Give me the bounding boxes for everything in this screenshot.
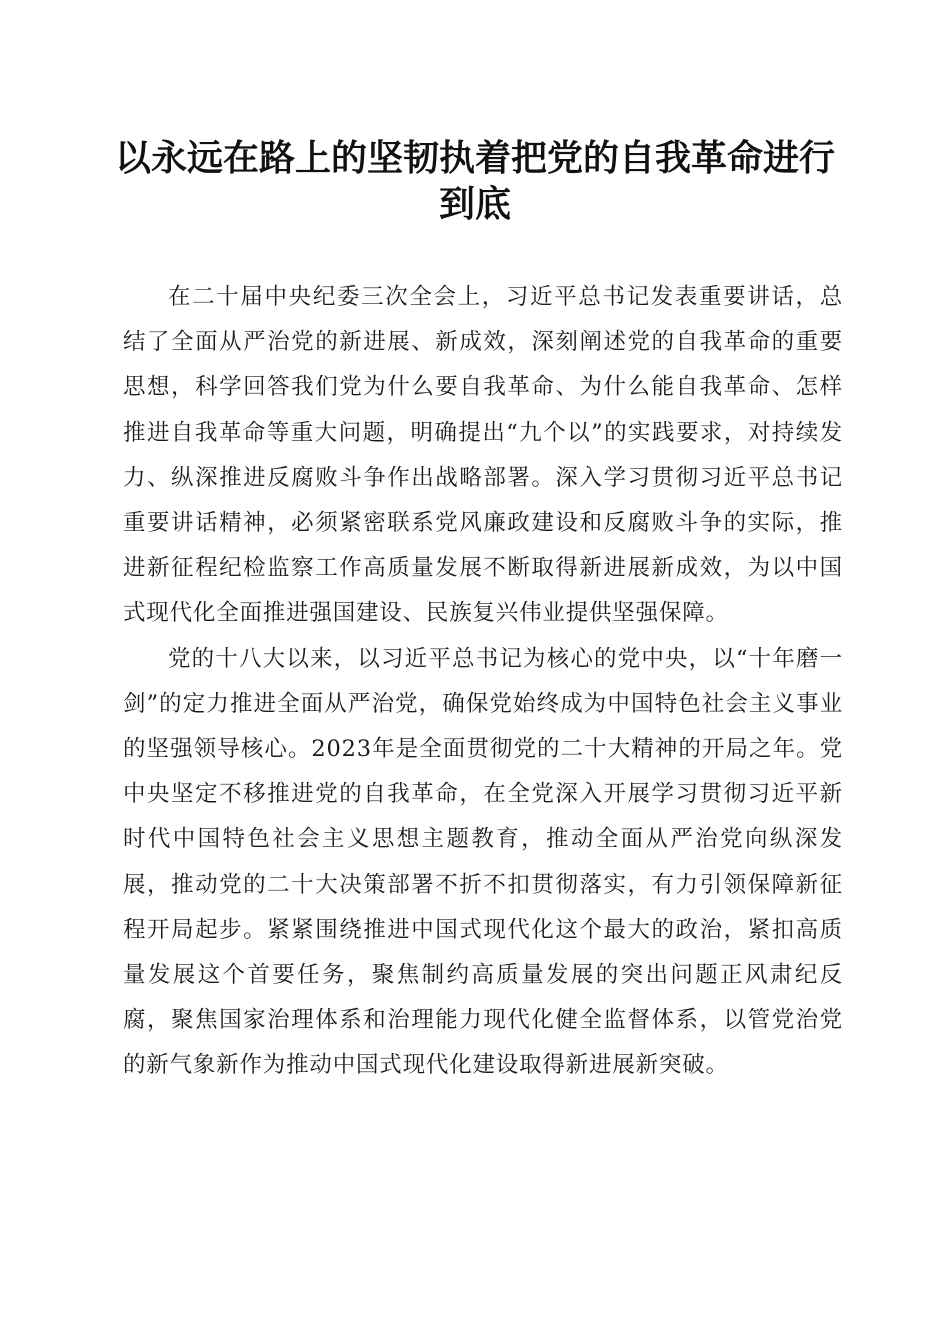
paragraph: 党的十八大以来，以习近平总书记为核心的党中央，以“十年磨一剑”的定力推进全面从严治党，确保党始终成为中国特色社会主义事业的坚强领导核心。2023年是全面贯彻党的二十大精神的开局之年。党中央坚定不移推进党的自我革命，在全党深入开展学习贯彻习近平新时代中国特色社会主义思想主题教育，推动全面从严治党向纵深发展，推动党的二十大决策部署不折不扣贯彻落实，有力引领保障新征程开局起步。紧紧围绕推进中国式现代化这个最大的政治，紧扣高质量发展这个首要任务，聚焦制约高质量发展的突出问题正风肃纪反腐，聚焦国家治理体系和治理能力现代化健全监督体系，以管党治党的新气象新作为推动中国式现代化建设取得新进展新突破。 xyxy=(123,645,843,1079)
document-title: 以永远在路上的坚韧执着把党的自我革命进行到底 xyxy=(114,137,835,225)
document-body xyxy=(123,275,843,1089)
paragraph: 在二十届中央纪委三次全会上，习近平总书记发表重要讲话，总结了全面从严治党的新进展、新成效，深刻阐述党的自我革命的重要思想，科学回答我们党为什么要自我革命、为什么能自我革命、怎样推进自我革命等重大问题，明确提出“九个以”的实践要求，对持续发力、纵深推进反腐败斗争作出战略部署。深入学习贯彻习近平总书记重要讲话精神，必须紧密联系党风廉政建设和反腐败斗争的实际，推进新征程纪检监察工作高质量发展不断取得新进展新成效，为以中国式现代化全面推进强国建设、民族复兴伟业提供坚强保障。 xyxy=(123,284,843,627)
